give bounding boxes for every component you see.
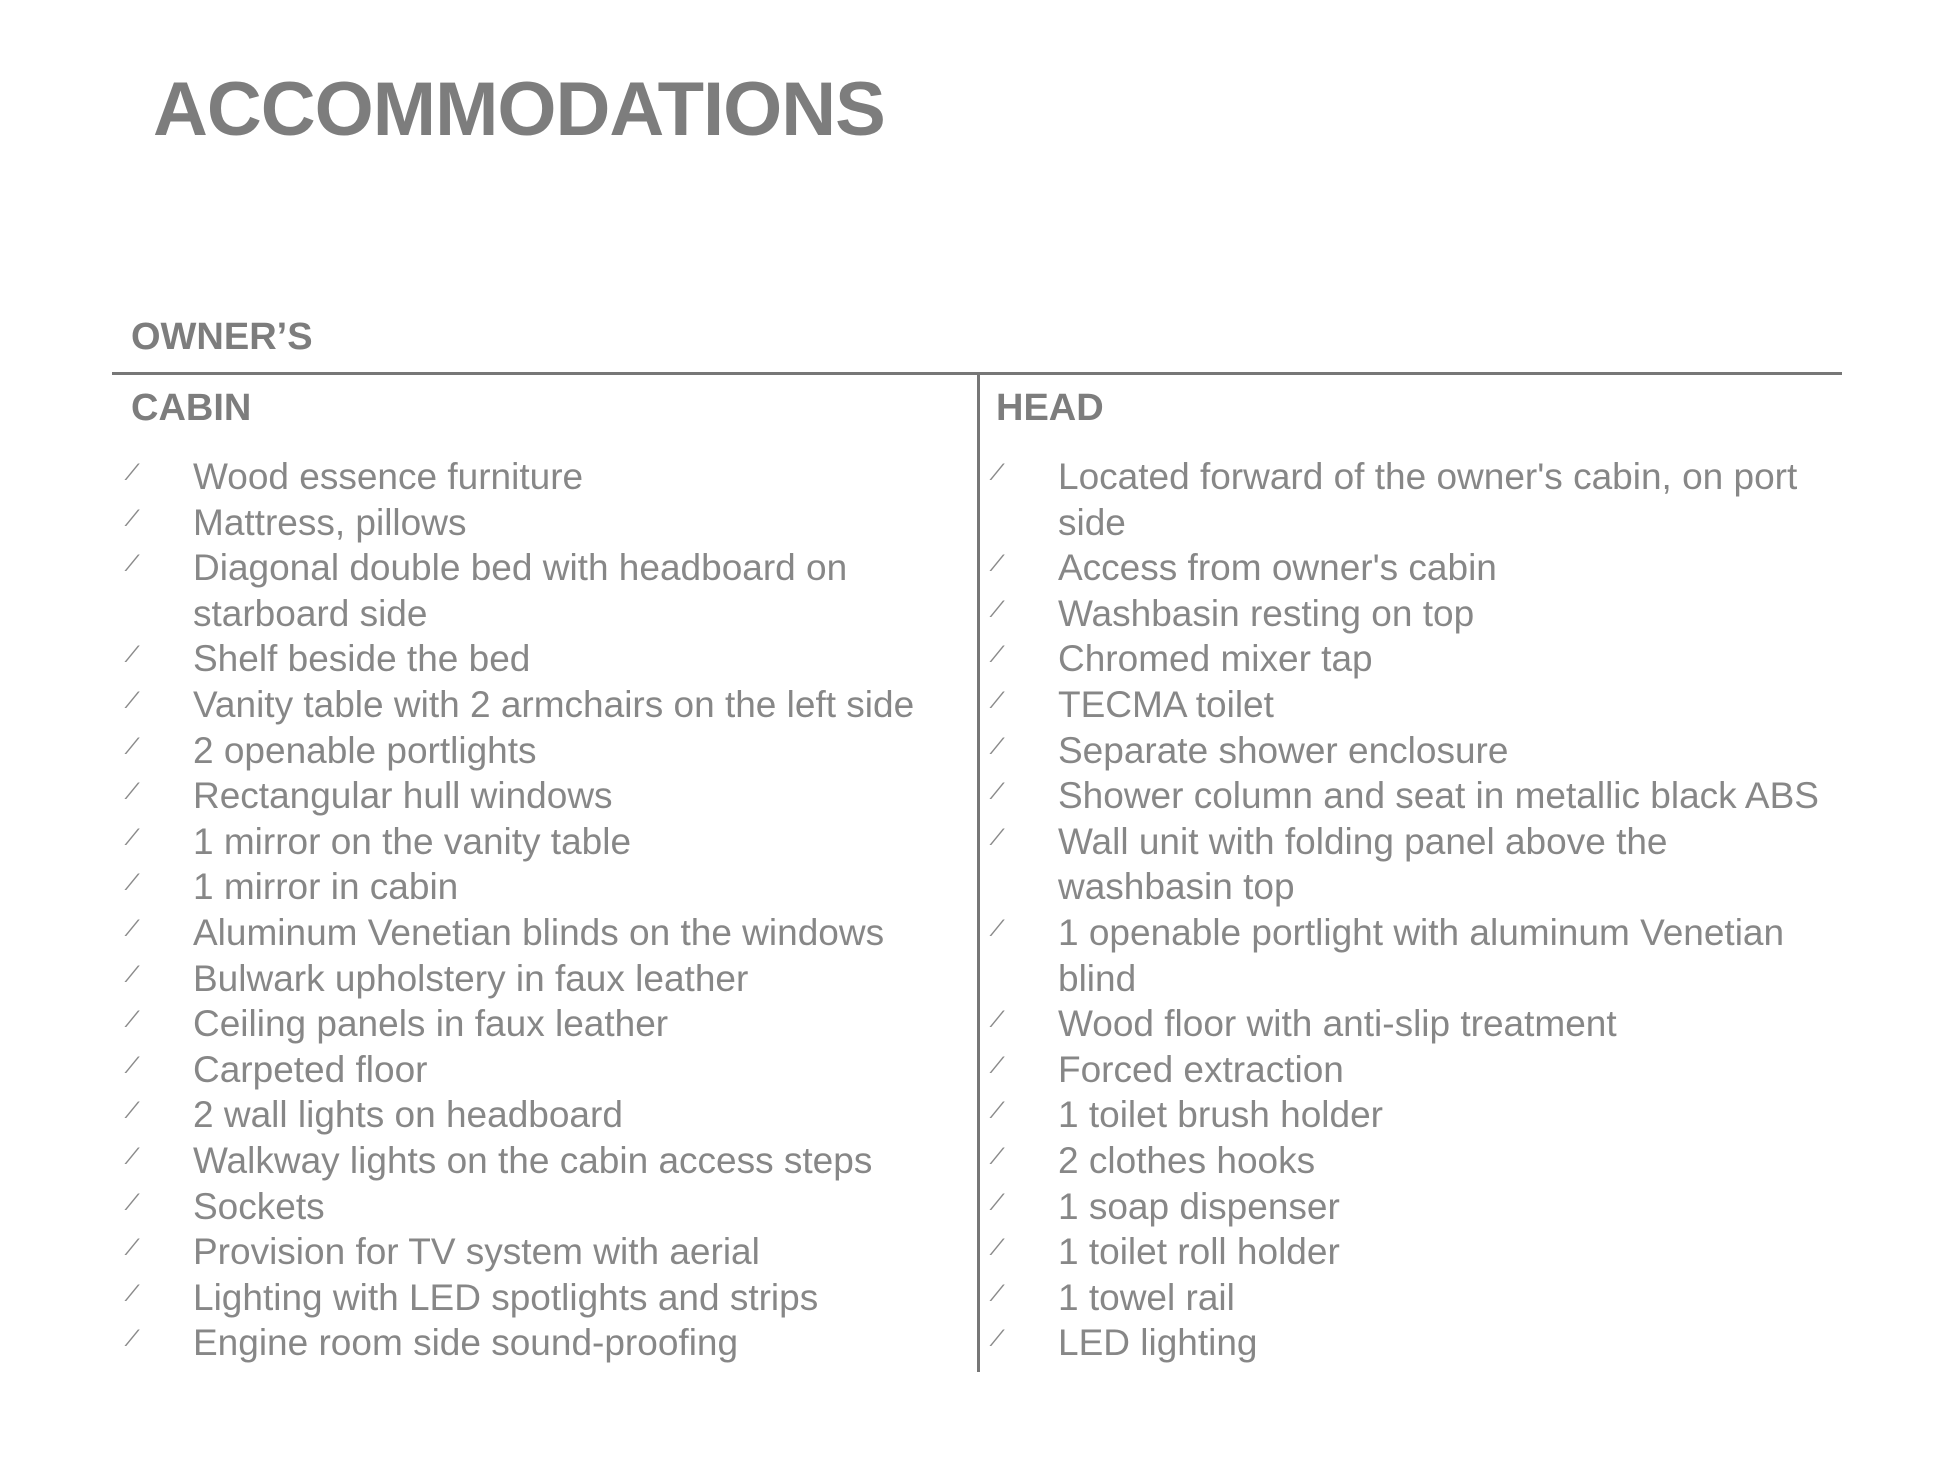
list-item-text: 1 soap dispenser	[1058, 1185, 1340, 1227]
slash-bullet-icon: ⁄	[996, 595, 1001, 623]
list-item	[996, 819, 1846, 910]
list-item	[131, 773, 951, 819]
list-item-text: 1 openable portlight with aluminum Venetian blind	[1058, 911, 1785, 999]
page-title: ACCOMMODATIONS	[153, 67, 885, 152]
slash-bullet-icon: ⁄	[131, 869, 136, 897]
slash-bullet-icon: ⁄	[996, 1188, 1001, 1216]
slash-bullet-icon: ⁄	[131, 1006, 136, 1034]
list-item	[996, 1092, 1846, 1138]
list-item	[996, 1320, 1846, 1366]
list-item-text: Carpeted floor	[193, 1048, 428, 1090]
list-item-text: Washbasin resting on top	[1058, 592, 1475, 634]
slash-bullet-icon: ⁄	[996, 459, 1001, 486]
slash-bullet-icon: ⁄	[131, 914, 136, 942]
slash-bullet-icon: ⁄	[131, 1051, 136, 1079]
head-column	[996, 386, 1846, 1366]
list-item-text: 1 mirror in cabin	[193, 866, 459, 908]
list-item-text: Chromed mixer tap	[1058, 638, 1373, 680]
list-item-text: Walkway lights on the cabin access steps	[193, 1139, 873, 1181]
list-item	[131, 1001, 951, 1047]
list-item-text: 2 wall lights on headboard	[193, 1094, 623, 1136]
slash-bullet-icon: ⁄	[996, 550, 1001, 578]
slash-bullet-icon: ⁄	[996, 914, 1001, 942]
list-item-text: TECMA toilet	[1058, 683, 1274, 725]
cabin-list	[131, 454, 951, 1366]
list-item-text: Rectangular hull windows	[193, 775, 613, 817]
list-item-text: 1 mirror on the vanity table	[193, 820, 632, 862]
list-item-text: LED lighting	[1058, 1322, 1258, 1364]
list-item	[131, 819, 951, 865]
slash-bullet-icon: ⁄	[996, 641, 1001, 669]
slash-bullet-icon: ⁄	[996, 686, 1001, 714]
slash-bullet-icon: ⁄	[996, 1325, 1001, 1353]
slash-bullet-icon: ⁄	[996, 1097, 1001, 1125]
list-item-text: Mattress, pillows	[193, 501, 467, 543]
list-item-text: Forced extraction	[1058, 1048, 1344, 1090]
slash-bullet-icon: ⁄	[131, 823, 136, 851]
slash-bullet-icon: ⁄	[131, 686, 136, 714]
vertical-divider	[977, 372, 980, 1372]
slash-bullet-icon: ⁄	[131, 960, 136, 988]
list-item	[131, 910, 951, 956]
list-item	[996, 773, 1846, 819]
cabin-heading: CABIN	[131, 387, 252, 429]
list-item	[996, 1275, 1846, 1321]
list-item-text: Separate shower enclosure	[1058, 729, 1509, 771]
slash-bullet-icon: ⁄	[996, 823, 1001, 851]
list-item-text: Shower column and seat in metallic black ABS	[1058, 775, 1819, 817]
list-item	[131, 682, 951, 728]
slash-bullet-icon: ⁄	[131, 1097, 136, 1125]
list-item	[131, 1092, 951, 1138]
slash-bullet-icon: ⁄	[131, 550, 136, 578]
list-item	[131, 1229, 951, 1275]
list-item-text: Located forward of the owner's cabin, on port side	[1058, 456, 1798, 543]
list-item	[131, 1320, 951, 1366]
list-item	[996, 454, 1846, 545]
list-item	[996, 728, 1846, 774]
list-item	[996, 591, 1846, 637]
list-item-text: 1 toilet brush holder	[1058, 1094, 1383, 1136]
cabin-column	[131, 386, 951, 1366]
list-item-text: Lighting with LED spotlights and strips	[193, 1276, 819, 1318]
slash-bullet-icon: ⁄	[131, 459, 136, 486]
head-list	[996, 454, 1846, 1366]
slash-bullet-icon: ⁄	[996, 1279, 1001, 1307]
list-item-text: Wood essence furniture	[193, 456, 584, 497]
list-item-text: Provision for TV system with aerial	[193, 1231, 760, 1273]
list-item-text: Engine room side sound-proofing	[193, 1322, 739, 1364]
list-item-text: Vanity table with 2 armchairs on the left side	[193, 683, 915, 725]
head-heading: HEAD	[996, 387, 1104, 429]
section-title: OWNER’S	[131, 316, 313, 358]
list-item-text: Access from owner's cabin	[1058, 547, 1497, 589]
slash-bullet-icon: ⁄	[131, 1234, 136, 1262]
slash-bullet-icon: ⁄	[996, 1006, 1001, 1034]
list-item	[131, 636, 951, 682]
slash-bullet-icon: ⁄	[131, 1279, 136, 1307]
list-item	[996, 910, 1846, 1001]
slash-bullet-icon: ⁄	[131, 1142, 136, 1170]
slash-bullet-icon: ⁄	[996, 732, 1001, 760]
list-item	[996, 545, 1846, 591]
list-item-text: Ceiling panels in faux leather	[193, 1003, 669, 1045]
list-item	[131, 864, 951, 910]
slash-bullet-icon: ⁄	[131, 641, 136, 669]
list-item	[996, 1229, 1846, 1275]
list-item	[131, 1138, 951, 1184]
list-item	[996, 1184, 1846, 1230]
list-item-text: Wood floor with anti-slip treatment	[1058, 1003, 1617, 1045]
list-item	[131, 1184, 951, 1230]
list-item	[996, 1047, 1846, 1093]
list-item-text: Diagonal double bed with headboard on starboard side	[193, 547, 848, 634]
slash-bullet-icon: ⁄	[996, 778, 1001, 806]
slash-bullet-icon: ⁄	[131, 1188, 136, 1216]
list-item	[131, 454, 951, 500]
list-item	[131, 956, 951, 1002]
list-item-text: 1 toilet roll holder	[1058, 1231, 1340, 1273]
list-item	[131, 500, 951, 546]
list-item	[996, 1138, 1846, 1184]
list-item-text: Aluminum Venetian blinds on the windows	[193, 911, 885, 953]
list-item	[996, 1001, 1846, 1047]
slash-bullet-icon: ⁄	[131, 732, 136, 760]
list-item	[131, 1047, 951, 1093]
list-item-text: Shelf beside the bed	[193, 638, 531, 680]
list-item-text: 1 towel rail	[1058, 1276, 1235, 1318]
slash-bullet-icon: ⁄	[131, 778, 136, 806]
slash-bullet-icon: ⁄	[131, 1325, 136, 1353]
slash-bullet-icon: ⁄	[996, 1051, 1001, 1079]
list-item-text: Bulwark upholstery in faux leather	[193, 957, 749, 999]
slash-bullet-icon: ⁄	[996, 1142, 1001, 1170]
list-item-text: 2 clothes hooks	[1058, 1139, 1316, 1181]
list-item	[996, 636, 1846, 682]
list-item	[131, 728, 951, 774]
slash-bullet-icon: ⁄	[996, 1234, 1001, 1262]
list-item-text: Wall unit with folding panel above the washbasin top	[1058, 820, 1668, 908]
list-item	[131, 1275, 951, 1321]
list-item	[996, 682, 1846, 728]
list-item	[131, 545, 951, 636]
list-item-text: 2 openable portlights	[193, 729, 537, 771]
list-item-text: Sockets	[193, 1185, 325, 1227]
slash-bullet-icon: ⁄	[131, 504, 136, 532]
